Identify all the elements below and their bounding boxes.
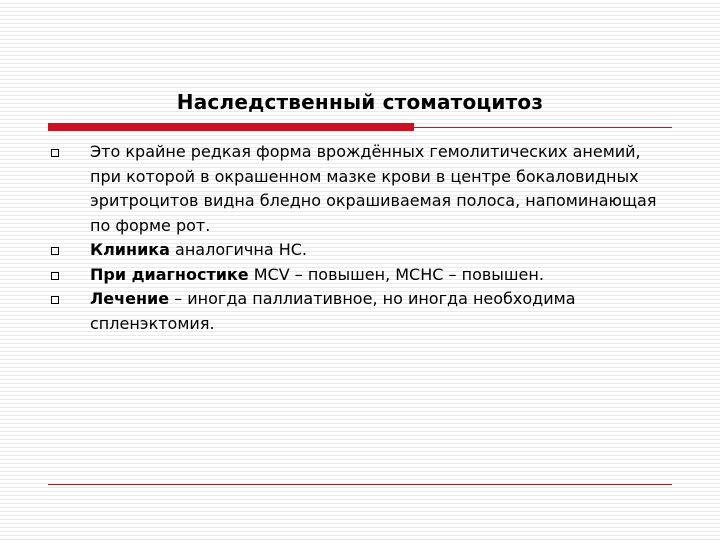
bullet-item-diagnostics	[0, 263, 720, 288]
bullet-body: MCV – повышен, MCHC – повышен.	[248, 264, 544, 284]
bullet-body: Это крайне редкая форма врождённых гемолитических анемий, при которой в окрашенном мазке крови в центре бокаловидных эритроцитов видна бледно окрашиваемая полоса, напоминающая по форме рот.	[90, 142, 657, 235]
bullet-item-clinic	[0, 238, 720, 263]
bullet-text	[90, 140, 676, 238]
bullet-item-treatment	[0, 287, 720, 336]
bullet-list	[0, 140, 720, 336]
hollow-square-icon	[51, 296, 59, 304]
hollow-square-icon	[51, 247, 59, 255]
bullet-body: – иногда паллиативное, но иногда необходима спленэктомия.	[90, 289, 576, 333]
hollow-square-icon	[51, 272, 59, 280]
title-underline-thin	[414, 127, 672, 128]
bullet-body: аналогична НС.	[169, 240, 308, 259]
footer-divider	[48, 484, 672, 485]
bullet-bold-label: Лечение	[90, 289, 170, 308]
bullet-text	[90, 238, 676, 263]
bullet-text	[90, 287, 676, 336]
bullet-text	[90, 263, 676, 288]
bullet-item-definition	[0, 140, 720, 238]
hollow-square-icon	[51, 149, 59, 157]
slide-title: Наследственный стоматоцитоз	[176, 90, 544, 114]
bullet-bold-label: При диагностике	[90, 264, 249, 284]
bullet-bold-label: Клиника	[90, 240, 170, 259]
title-underline-thick	[48, 123, 414, 131]
